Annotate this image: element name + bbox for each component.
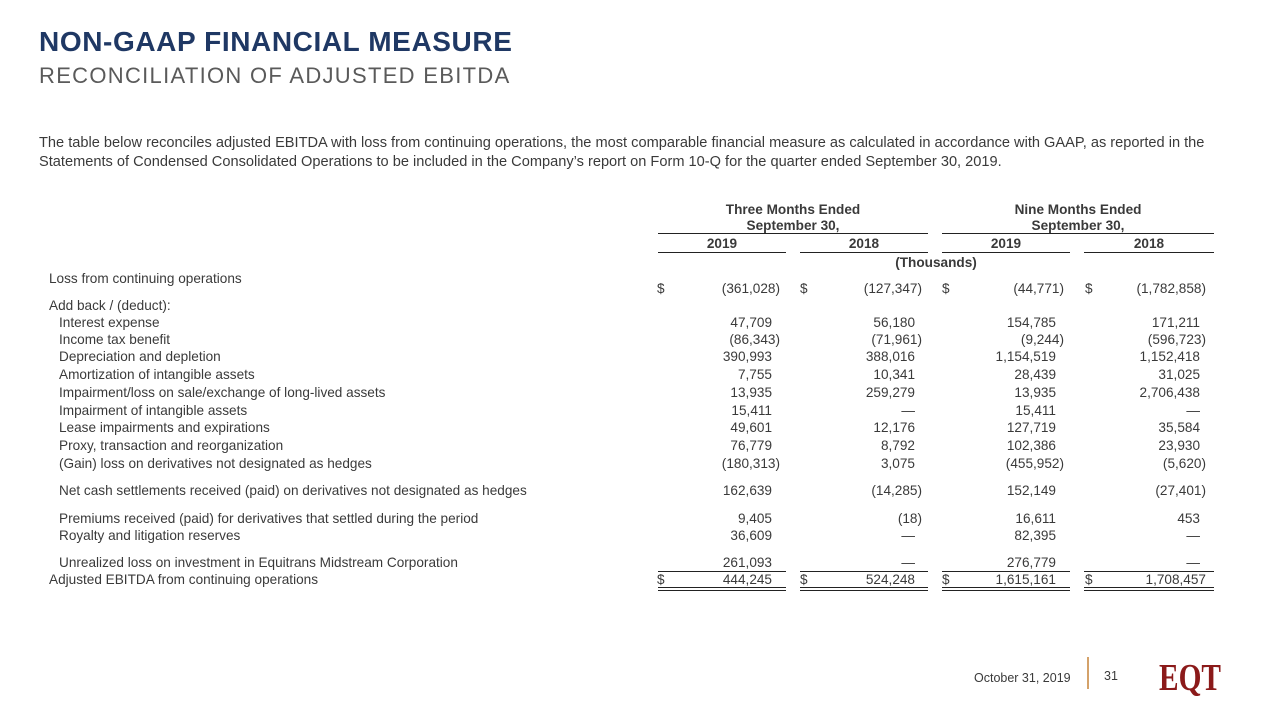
table-cell: 1,152,418	[1139, 349, 1200, 364]
currency-symbol: $	[657, 281, 665, 296]
total-double-underline	[942, 587, 1070, 591]
table-cell: 261,093	[722, 555, 772, 570]
table-cell: 13,935	[1014, 385, 1056, 400]
eqt-logo	[1159, 656, 1223, 699]
table-cell: 7,755	[737, 367, 772, 382]
table-cell: 10,341	[873, 367, 915, 382]
row-label: Amortization of intangible assets	[59, 367, 255, 382]
table-cell: 259,279	[865, 385, 915, 400]
table-cell: 453	[1177, 511, 1200, 526]
row-label: Lease impairments and expirations	[59, 420, 270, 435]
row-label: Impairment/loss on sale/exchange of long-lived assets	[59, 385, 386, 400]
table-cell: (9,244)	[1020, 332, 1064, 347]
year-header: 2019	[990, 236, 1022, 251]
table-cell: —	[901, 403, 915, 418]
table-cell-total: 444,245	[722, 572, 772, 587]
table-cell-total: 1,708,457	[1145, 572, 1206, 587]
currency-symbol: $	[800, 281, 808, 296]
row-label: Proxy, transaction and reorganization	[59, 438, 284, 453]
row-label: Royalty and litigation reserves	[59, 528, 241, 543]
table-cell: 15,411	[731, 403, 772, 418]
table-cell: 82,395	[1014, 528, 1056, 543]
table-cell: 49,601	[730, 420, 772, 435]
year-header: 2018	[848, 236, 880, 251]
row-label: Impairment of intangible assets	[59, 403, 248, 418]
table-cell: (14,285)	[871, 483, 922, 498]
table-cell: 388,016	[865, 349, 915, 364]
table-cell: 15,411	[1015, 403, 1056, 418]
table-cell: 56,180	[873, 315, 915, 330]
table-cell: 31,025	[1158, 367, 1200, 382]
row-label: Interest expense	[59, 315, 160, 330]
currency-symbol: $	[942, 572, 950, 587]
table-cell: (44,771)	[1013, 281, 1064, 296]
row-label: Net cash settlements received (paid) on derivatives not designated as hedges	[59, 483, 527, 498]
total-double-underline	[800, 587, 928, 591]
currency-symbol: $	[657, 572, 665, 587]
group-header-three-months: Three Months Ended	[725, 202, 861, 217]
table-cell: —	[1186, 528, 1200, 543]
table-cell: —	[1186, 555, 1200, 570]
table-cell-total: 1,615,161	[995, 572, 1056, 587]
year-underline	[800, 252, 928, 253]
table-cell: 13,935	[730, 385, 772, 400]
table-cell: 16,611	[1015, 511, 1056, 526]
table-cell: —	[1186, 403, 1200, 418]
table-cell: 102,386	[1006, 438, 1056, 453]
table-cell: (455,952)	[1005, 456, 1064, 471]
row-label: (Gain) loss on derivatives not designated as hedges	[59, 456, 372, 471]
table-cell: 36,609	[730, 528, 772, 543]
year-underline	[658, 252, 786, 253]
table-cell: (180,313)	[721, 456, 780, 471]
table-cell: 3,075	[880, 456, 915, 471]
table-cell: 47,709	[730, 315, 772, 330]
table-cell: 390,993	[722, 349, 772, 364]
group-header-three-months-date: September 30,	[746, 218, 840, 233]
table-cell: (86,343)	[729, 332, 780, 347]
table-cell: —	[901, 555, 915, 570]
table-cell: 152,149	[1006, 483, 1056, 498]
row-label: Depreciation and depletion	[59, 349, 221, 364]
table-cell: (18)	[897, 511, 922, 526]
table-cell-total: 524,248	[865, 572, 915, 587]
units-label: (Thousands)	[895, 255, 977, 270]
table-cell: 8,792	[880, 438, 915, 453]
table-cell: 2,706,438	[1139, 385, 1200, 400]
table-cell: —	[901, 528, 915, 543]
currency-symbol: $	[942, 281, 950, 296]
page-subtitle: RECONCILIATION OF ADJUSTED EBITDA	[39, 63, 511, 88]
page-number: 31	[1104, 669, 1118, 683]
table-cell: (1,782,858)	[1136, 281, 1206, 296]
currency-symbol: $	[800, 572, 808, 587]
year-underline	[1084, 252, 1214, 253]
intro-paragraph: The table below reconciles adjusted EBITDA with loss from continuing operations, the most comparable financial measure as calculated in accordance with GAAP, as reported in the Statements of Condensed Consolidated Operations to be included in the Company’s report on Form 10-Q for the quarter ended September 30, 2019.	[39, 135, 1205, 170]
table-cell: 127,719	[1006, 420, 1056, 435]
group-header-nine-months: Nine Months Ended	[1014, 202, 1142, 217]
table-cell: 1,154,519	[995, 349, 1056, 364]
table-cell: 171,211	[1151, 315, 1200, 330]
table-cell: (596,723)	[1147, 332, 1206, 347]
year-underline	[942, 252, 1070, 253]
total-double-underline	[1084, 587, 1214, 591]
footer-divider	[1087, 657, 1089, 689]
table-cell: 28,439	[1014, 367, 1056, 382]
row-label: Income tax benefit	[59, 332, 171, 347]
table-cell: 35,584	[1158, 420, 1200, 435]
group-underline-1	[658, 233, 928, 234]
total-double-underline	[658, 587, 786, 591]
table-cell: 23,930	[1158, 438, 1200, 453]
row-label: Unrealized loss on investment in Equitrans Midstream Corporation	[59, 555, 458, 570]
row-label: Premiums received (paid) for derivatives that settled during the period	[59, 511, 479, 526]
currency-symbol: $	[1085, 281, 1093, 296]
page-title: NON-GAAP FINANCIAL MEASURE	[39, 26, 513, 57]
table-cell: (5,620)	[1162, 456, 1206, 471]
year-header: 2018	[1133, 236, 1165, 251]
logo-text: EQT	[1159, 657, 1221, 699]
row-label: Loss from continuing operations	[49, 271, 242, 286]
table-cell: 162,639	[722, 483, 772, 498]
table-cell: (27,401)	[1155, 483, 1206, 498]
row-label: Add back / (deduct):	[49, 298, 171, 313]
currency-symbol: $	[1085, 572, 1093, 587]
table-cell: 9,405	[737, 511, 772, 526]
table-cell: (361,028)	[721, 281, 780, 296]
year-header: 2019	[706, 236, 738, 251]
table-cell: 154,785	[1006, 315, 1056, 330]
group-underline-2	[942, 233, 1214, 234]
group-header-nine-months-date: September 30,	[1031, 218, 1125, 233]
table-cell: 12,176	[873, 420, 915, 435]
row-label-total: Adjusted EBITDA from continuing operations	[49, 572, 319, 587]
table-cell: (71,961)	[871, 332, 922, 347]
table-cell: 276,779	[1006, 555, 1056, 570]
table-cell: (127,347)	[863, 281, 922, 296]
footer-date: October 31, 2019	[974, 671, 1071, 685]
table-cell: 76,779	[730, 438, 772, 453]
